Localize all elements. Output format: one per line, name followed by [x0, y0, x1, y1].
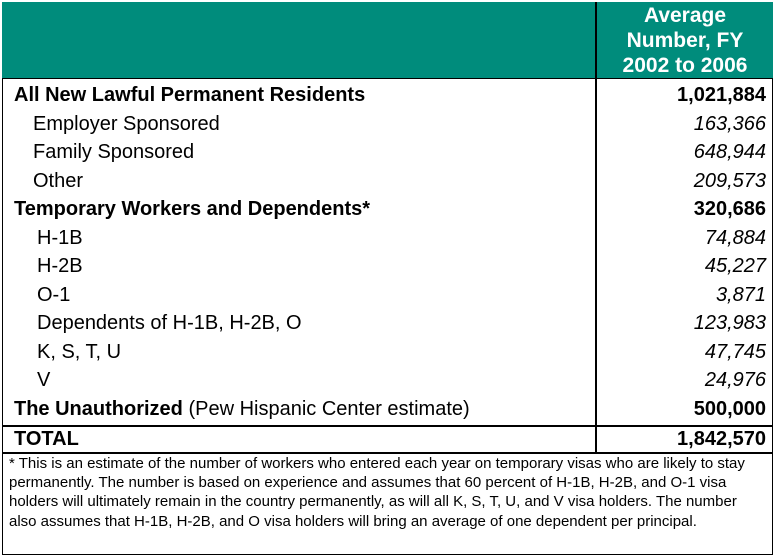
row-label: Family Sponsored	[33, 141, 195, 163]
row-value: 648,944	[693, 141, 766, 163]
table-row-employer	[0, 110, 776, 138]
column-header-line-1: Average	[643, 4, 727, 27]
row-label-group	[14, 395, 470, 423]
table-row-h1b	[0, 224, 776, 252]
row-value: 1,021,884	[677, 84, 766, 106]
row-label: O-1	[37, 283, 71, 306]
row-label: Employer Sponsored	[33, 112, 220, 135]
row-value: 209,573	[693, 169, 766, 192]
table-row-other	[0, 167, 776, 195]
row-value: 45,227	[704, 255, 766, 277]
row-label: All New Lawful Permanent Residents	[14, 84, 366, 106]
row-value: 320,686	[693, 198, 766, 220]
row-label: H-2B	[37, 255, 83, 277]
footnote: * This is an estimate of the number of workers who entered each year on temporary visas who are likely to stay permanently. The number is based on experience and assumes that 60 percent of H-1B, H-2B, and O-1 visa holders will ultimately remain in the country permanently, as will all K, S, T, U, and V visa holders. The number also assumes that H-1B, H-2B, and O visa holders will bring an average of one dependent per principal.	[9, 455, 745, 530]
table-row-total	[0, 425, 776, 453]
table-row-ksttu	[0, 338, 776, 366]
row-label: H-1B	[37, 226, 83, 249]
row-label-note: (Pew Hispanic Center estimate)	[182, 398, 470, 420]
row-value: 163,366	[693, 112, 766, 135]
row-value: 3,871	[715, 283, 766, 306]
table-row-o1	[0, 281, 776, 309]
row-value: 47,745	[704, 340, 766, 363]
row-label: The Unauthorized	[14, 398, 183, 420]
row-label: TOTAL	[14, 428, 79, 450]
row-label: Dependents of H-1B, H-2B, O	[37, 312, 302, 334]
table-row-v	[0, 366, 776, 394]
row-value: 24,976	[704, 369, 766, 391]
row-value: 74,884	[704, 226, 766, 249]
table-row-all-lpr	[0, 81, 776, 109]
row-label: Other	[33, 169, 84, 192]
row-value: 123,983	[693, 312, 766, 334]
row-value: 500,000	[693, 398, 766, 420]
row-value: 1,842,570	[677, 428, 766, 450]
table-row-family	[0, 138, 776, 166]
table-row-h2b	[0, 252, 776, 280]
column-header-line-2: Number, FY	[626, 29, 744, 52]
column-header	[597, 2, 773, 79]
row-label: V	[37, 369, 51, 391]
column-header-line-3: 2002 to 2006	[622, 54, 748, 77]
row-label: K, S, T, U	[37, 340, 122, 363]
table-row-temporary	[0, 195, 776, 223]
table-row-dependents	[0, 309, 776, 337]
table-row-unauthorized	[0, 395, 776, 423]
row-label: Temporary Workers and Dependents*	[14, 198, 371, 220]
